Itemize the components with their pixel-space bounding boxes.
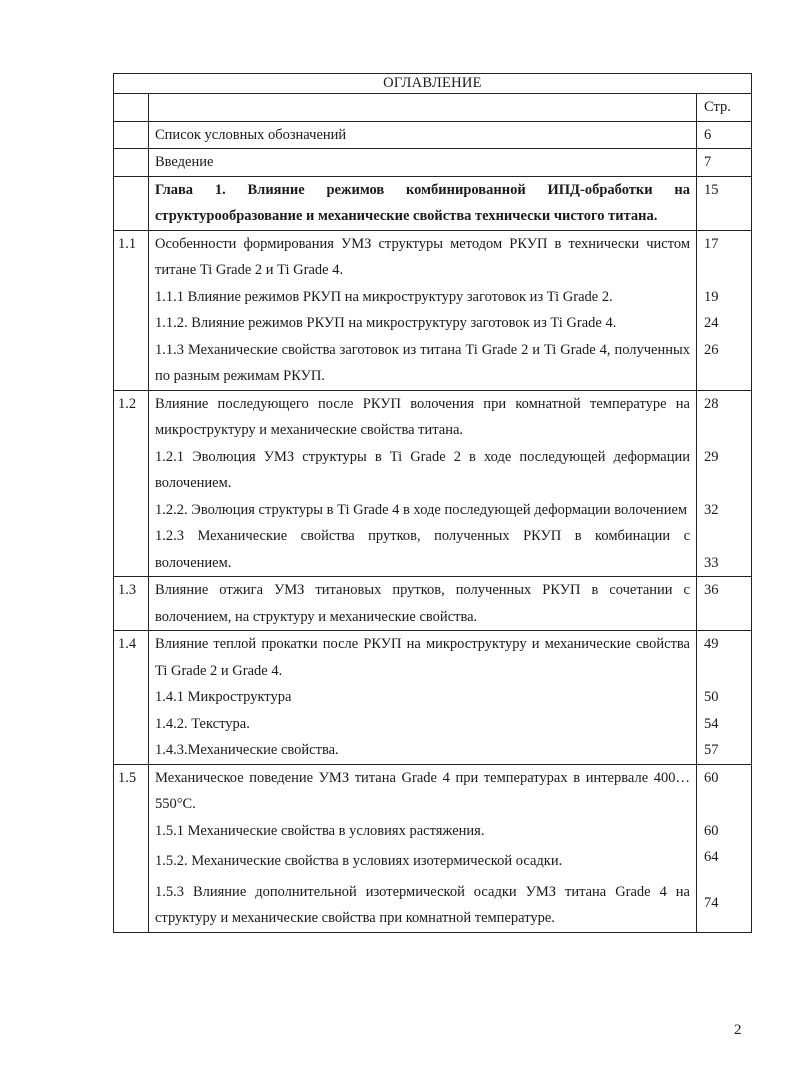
subsection-entry: 1.5.1 Механические свойства в условиях растяжения. [155,822,485,839]
section-title: Механическое поведение УМЗ титана Grade 4 при температурах в интервале 400…550°С. [155,769,690,812]
toc-page: 7 [697,149,752,177]
chapter-title: Глава 1. Влияние режимов комбинированной ИПД-обработки на структурообразование и механические свойства технически чистого титана. [149,176,697,230]
toc-page: 33 [704,554,719,571]
toc-page: 19 [704,288,719,305]
toc-page: 32 [704,501,719,518]
chapter-row [114,176,752,230]
toc-page: 6 [697,121,752,149]
subsection-entry: 1.4.1 Микроструктура [155,689,292,705]
toc-row [114,121,752,149]
toc-entry: Введение [149,149,697,177]
subsection-entry: 1.2.3 Механические свойства прутков, полученных РКУП в комбинации с волочением. [155,528,690,571]
toc-page: 64 [704,849,719,865]
toc-page: 60 [704,822,719,839]
subsection-entry: 1.4.3.Механические свойства. [155,742,339,758]
section-row [114,764,752,932]
subsection-entry: 1.4.2. Текстура. [155,715,250,732]
subsection-entry: 1.2.2. Эволюция структуры в Ti Grade 4 в ходе последующей деформации волочением [155,501,688,518]
section-title: Влияние отжига УМЗ титановых прутков, полученных РКУП в сочетании с волочением, на структуру и механические свойства. [149,577,697,631]
toc-page: 36 [697,577,752,631]
toc-row [114,149,752,177]
title-row [114,74,752,94]
section-title: Влияние теплой прокатки после РКУП на микроструктуру и механические свойства Ti Grade 2 и Grade 4. [155,636,690,679]
section-title: Влияние последующего после РКУП волочения при комнатной температуре на микроструктуру и механические свойства титана. [155,395,690,438]
toc-page: 57 [704,742,719,758]
toc-page: 60 [704,769,719,786]
section-row [114,631,752,765]
toc-title: ОГЛАВЛЕНИЕ [114,74,752,94]
toc-page: 49 [704,636,719,652]
toc-page: 29 [704,448,719,465]
page-number: 2 [734,1022,742,1038]
section-row [114,230,752,390]
toc-page: 50 [704,689,719,705]
toc-page: 17 [704,235,719,252]
subsection-entry: 1.1.2. Влияние режимов РКУП на микроструктуру заготовок из Ti Grade 4. [155,315,617,331]
section-number: 1.4 [114,631,149,765]
toc-page: 15 [697,176,752,230]
section-number: 1.5 [114,764,149,932]
toc-page: 74 [704,895,719,911]
section-row [114,577,752,631]
subsection-entry: 1.1.3 Механические свойства заготовок из титана Ti Grade 2 и Ti Grade 4, полученных по разным режимам РКУП. [155,341,690,384]
section-number: 1.3 [114,577,149,631]
toc-page: 24 [704,315,719,331]
section-title: Особенности формирования УМЗ структуры методом РКУП в технически чистом титане Ti Grade 2 и Ti Grade 4. [155,235,690,278]
toc-page: 28 [704,395,719,412]
table-of-contents [113,73,752,933]
section-row [114,390,752,577]
subsection-entry: 1.2.1 Эволюция УМЗ структуры в Ti Grade 2 в ходе последующей деформации волочением. [155,448,690,491]
subsection-entry: 1.1.1 Влияние режимов РКУП на микроструктуру заготовок из Ti Grade 2. [155,288,613,305]
toc-page: 26 [704,341,719,358]
subsection-entry: 1.5.3 Влияние дополнительной изотермической осадки УМЗ титана Grade 4 на структуру и механические свойства при комнатной температуре. [155,883,690,926]
section-number: 1.2 [114,390,149,577]
page-column-header: Стр. [697,94,752,122]
header-row [114,94,752,122]
toc-page: 54 [704,715,719,732]
toc-entry: Список условных обозначений [149,121,697,149]
subsection-entry: 1.5.2. Механические свойства в условиях изотермической осадки. [155,853,563,869]
section-number: 1.1 [114,230,149,390]
